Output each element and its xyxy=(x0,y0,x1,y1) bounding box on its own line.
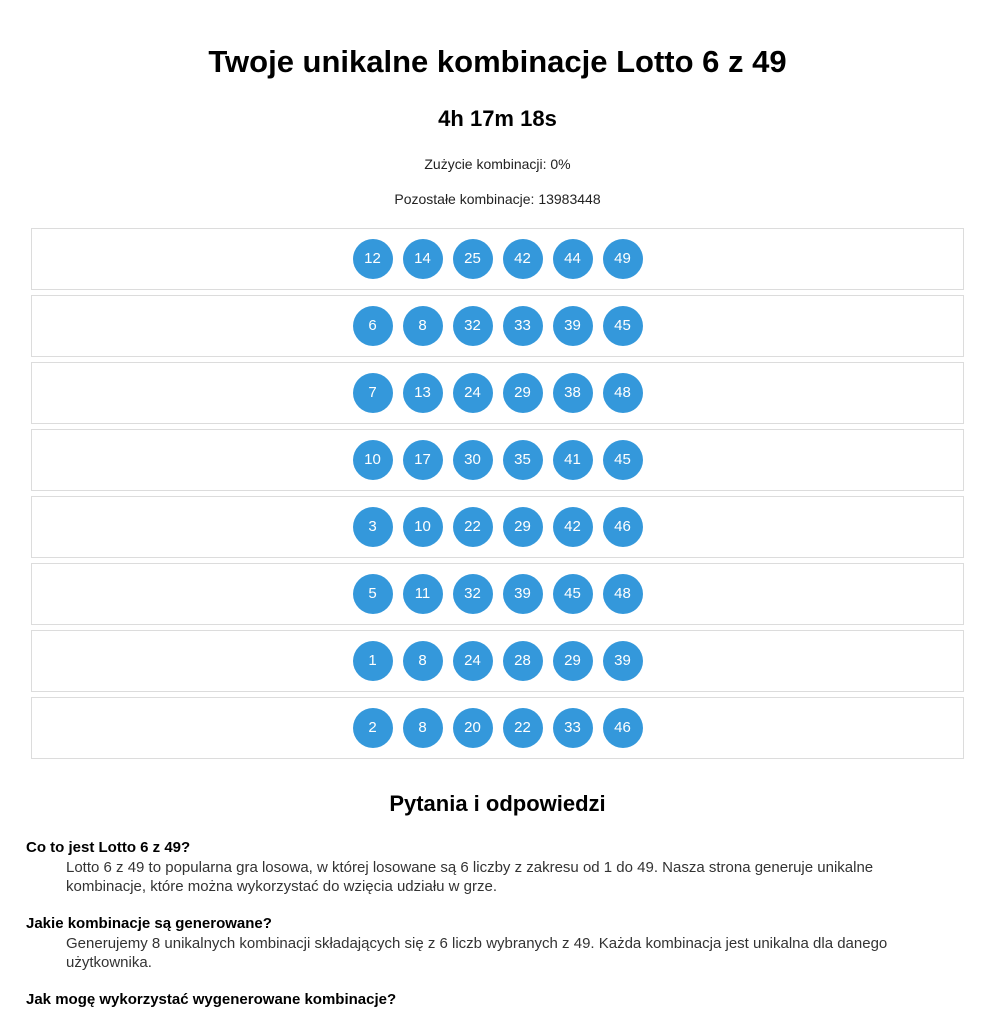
combination-row xyxy=(31,295,964,357)
lotto-ball: 48 xyxy=(603,373,643,413)
lotto-ball: 14 xyxy=(403,239,443,279)
lotto-ball: 1 xyxy=(353,641,393,681)
lotto-ball: 22 xyxy=(503,708,543,748)
lotto-ball: 29 xyxy=(553,641,593,681)
combination-row xyxy=(31,362,964,424)
lotto-ball: 45 xyxy=(603,306,643,346)
lotto-ball: 11 xyxy=(403,574,443,614)
combination-row xyxy=(31,697,964,759)
lotto-ball: 25 xyxy=(453,239,493,279)
combinations-list xyxy=(31,228,964,764)
lotto-ball: 17 xyxy=(403,440,443,480)
lotto-ball: 22 xyxy=(453,507,493,547)
lotto-ball: 8 xyxy=(403,708,443,748)
lotto-ball: 8 xyxy=(403,641,443,681)
countdown-timer: 4h 17m 18s xyxy=(438,106,557,131)
lotto-ball: 33 xyxy=(553,708,593,748)
lotto-ball: 44 xyxy=(553,239,593,279)
faq-title: Pytania i odpowiedzi xyxy=(389,791,606,816)
usage-stat: Zużycie kombinacji: 0% xyxy=(424,156,571,172)
lotto-ball: 2 xyxy=(353,708,393,748)
faq-answer: Generujemy 8 unikalnych kombinacji składających się z 6 liczb wybranych z 49. Każda kombinacja jest unikalna dla danego użytkownika. xyxy=(66,935,888,971)
lotto-ball: 45 xyxy=(603,440,643,480)
lotto-ball: 3 xyxy=(353,507,393,547)
lotto-ball: 6 xyxy=(353,306,393,346)
lotto-ball: 7 xyxy=(353,373,393,413)
faq-list xyxy=(26,838,926,1010)
lotto-ball: 24 xyxy=(453,373,493,413)
lotto-ball: 32 xyxy=(453,574,493,614)
faq-question: Co to jest Lotto 6 z 49? xyxy=(26,839,191,856)
lotto-ball: 49 xyxy=(603,239,643,279)
faq-question: Jakie kombinacje są generowane? xyxy=(26,915,272,932)
lotto-ball: 35 xyxy=(503,440,543,480)
lotto-ball: 29 xyxy=(503,507,543,547)
lotto-ball: 39 xyxy=(503,574,543,614)
faq-question: Jak mogę wykorzystać wygenerowane kombinacje? xyxy=(26,991,397,1008)
faq-answer: Lotto 6 z 49 to popularna gra losowa, w której losowane są 6 liczby z zakresu od 1 do 49. Nasza strona generuje unikalne kombinacje, które można wykorzystać do wzięcia udziału w grze. xyxy=(66,859,874,895)
lotto-ball: 48 xyxy=(603,574,643,614)
lotto-ball: 29 xyxy=(503,373,543,413)
combination-row xyxy=(31,563,964,625)
lotto-ball: 46 xyxy=(603,507,643,547)
lotto-ball: 42 xyxy=(503,239,543,279)
lotto-ball: 38 xyxy=(553,373,593,413)
lotto-ball: 39 xyxy=(603,641,643,681)
lotto-ball: 8 xyxy=(403,306,443,346)
lotto-ball: 20 xyxy=(453,708,493,748)
lotto-ball: 12 xyxy=(353,239,393,279)
lotto-ball: 10 xyxy=(353,440,393,480)
lotto-ball: 10 xyxy=(403,507,443,547)
lotto-ball: 39 xyxy=(553,306,593,346)
lotto-ball: 41 xyxy=(553,440,593,480)
lotto-ball: 28 xyxy=(503,641,543,681)
remaining-stat: Pozostałe kombinacje: 13983448 xyxy=(394,191,601,207)
lotto-ball: 13 xyxy=(403,373,443,413)
lotto-ball: 5 xyxy=(353,574,393,614)
lotto-ball: 30 xyxy=(453,440,493,480)
combination-row xyxy=(31,228,964,290)
lotto-ball: 32 xyxy=(453,306,493,346)
combination-row xyxy=(31,429,964,491)
lotto-ball: 33 xyxy=(503,306,543,346)
lotto-ball: 45 xyxy=(553,574,593,614)
combination-row xyxy=(31,496,964,558)
page-title: Twoje unikalne kombinacje Lotto 6 z 49 xyxy=(208,44,787,79)
lotto-ball: 46 xyxy=(603,708,643,748)
lotto-ball: 42 xyxy=(553,507,593,547)
lotto-ball: 24 xyxy=(453,641,493,681)
combination-row xyxy=(31,630,964,692)
